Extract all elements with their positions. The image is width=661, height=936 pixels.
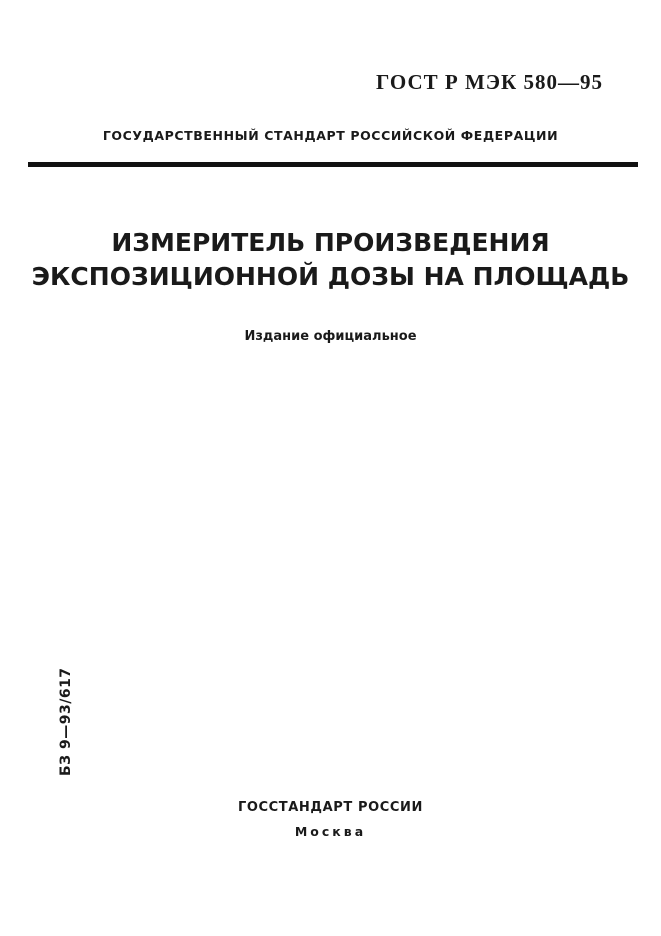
side-code: БЗ 9—93/617 bbox=[58, 667, 74, 776]
document-title-line-2: ЭКСПОЗИЦИОННОЙ ДОЗЫ НА ПЛОЩАДЬ bbox=[31, 262, 630, 291]
publisher-city: Москва bbox=[294, 824, 367, 839]
publisher-name: ГОССТАНДАРТ РОССИИ bbox=[237, 800, 423, 815]
edition-label: Издание официальное bbox=[244, 329, 417, 344]
header-rule bbox=[28, 162, 638, 167]
standard-subtitle: ГОСУДАРСТВЕННЫЙ СТАНДАРТ РОССИЙСКОЙ ФЕДЕРАЦИИ bbox=[102, 128, 559, 143]
standard-number: ГОСТ Р МЭК 580—95 bbox=[376, 70, 603, 94]
document-title-line-1: ИЗМЕРИТЕЛЬ ПРОИЗВЕДЕНИЯ bbox=[111, 228, 550, 257]
document-title bbox=[0, 226, 661, 294]
